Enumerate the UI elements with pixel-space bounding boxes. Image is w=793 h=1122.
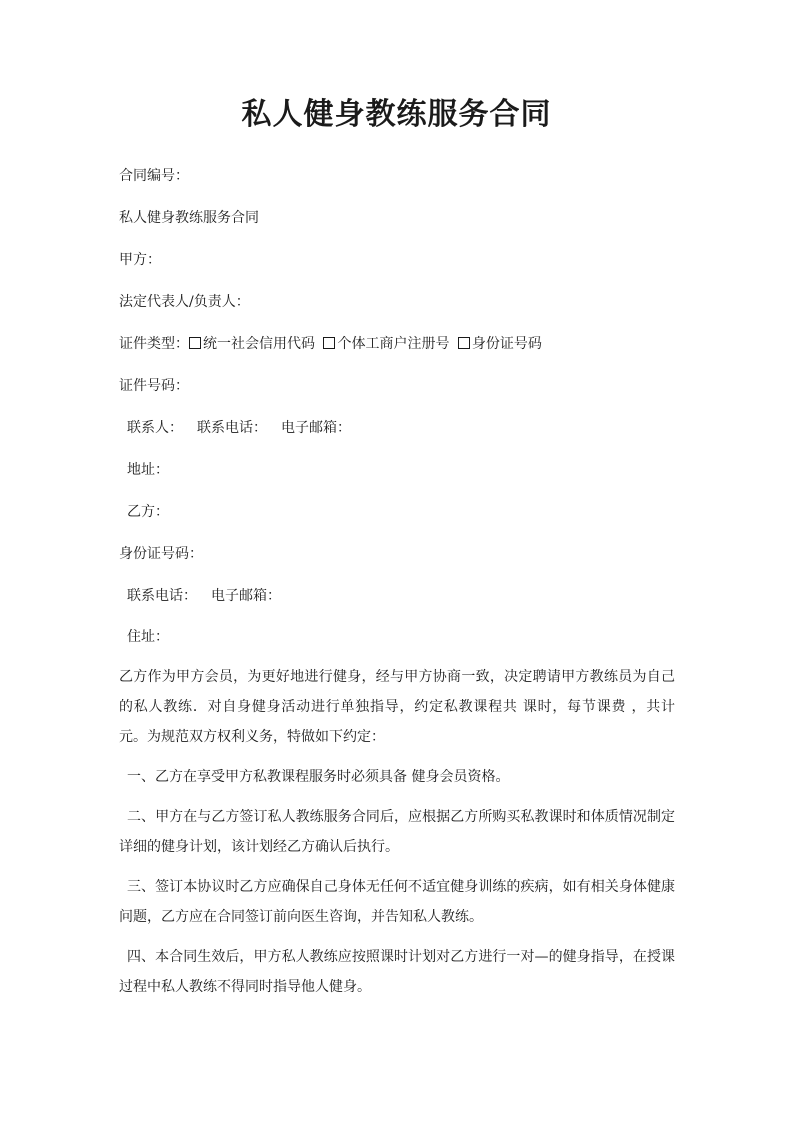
id-number-field: 证件号码： (119, 378, 189, 394)
intro-paragraph: 乙方作为甲方会员，为更好地进行健身，经与甲方协商一致，决定聘请甲方教练员为自己的私人教练．对自身健身活动进行单独指导，约定私教课程共 课时，每节课费 ，共计 元。为规范双方权利义务，特做如下约定： (119, 669, 675, 745)
clause-2: 二、甲方在与乙方签订私人教练服务合同后，应根据乙方所购买私教课时和体质情况制定详细的健身计划，该计划经乙方确认后执行。 (119, 809, 675, 855)
party-b-phone-field: 联系电话： (127, 588, 197, 604)
party-b-email-field: 电子邮箱： (211, 588, 281, 604)
party-b-contact-row (127, 586, 281, 606)
contact-phone-field: 联系电话： (197, 420, 267, 436)
party-b-residence-field: 住址： (127, 629, 169, 645)
party-b-field: 乙方： (127, 504, 169, 520)
email-field: 电子邮箱： (281, 420, 351, 436)
id-type-option-id-card: 身份证号码 (471, 336, 542, 352)
party-a-contact-row (127, 418, 351, 438)
party-a-field: 甲方： (119, 252, 161, 268)
checkbox-icon[interactable] (323, 337, 335, 349)
contract-number-field: 合同编号： (119, 168, 189, 184)
id-type-label: 证件类型： (119, 336, 189, 352)
document-title: 私人健身教练服务合同 (241, 97, 552, 132)
address-field: 地址： (127, 462, 169, 478)
clause-1: 一、乙方在享受甲方私教课程服务时必须具备 健身会员资格。 (127, 769, 510, 785)
id-type-row (119, 334, 542, 354)
party-b-id-field: 身份证号码： (119, 546, 203, 562)
checkbox-icon[interactable] (458, 337, 470, 349)
clause-3: 三、签订本协议时乙方应确保自己身体无任何不适宜健身训练的疾病，如有相关身体健康问题，乙方应在合同签订前向医生咨询，并告知私人教练。 (119, 879, 675, 925)
legal-representative-field: 法定代表人/负责人： (119, 294, 250, 310)
contract-subtitle: 私人健身教练服务合同 (119, 210, 259, 226)
id-type-option-business-reg: 个体工商户注册号 (337, 336, 450, 352)
contact-person-field: 联系人： (127, 420, 183, 436)
clause-4: 四、本合同生效后，甲方私人教练应按照课时计划对乙方进行一对—的健身指导，在授课过程中私人教练不得同时指导他人健身。 (119, 949, 675, 995)
id-type-option-credit-code: 统一社会信用代码 (203, 336, 315, 352)
checkbox-icon[interactable] (189, 337, 201, 349)
